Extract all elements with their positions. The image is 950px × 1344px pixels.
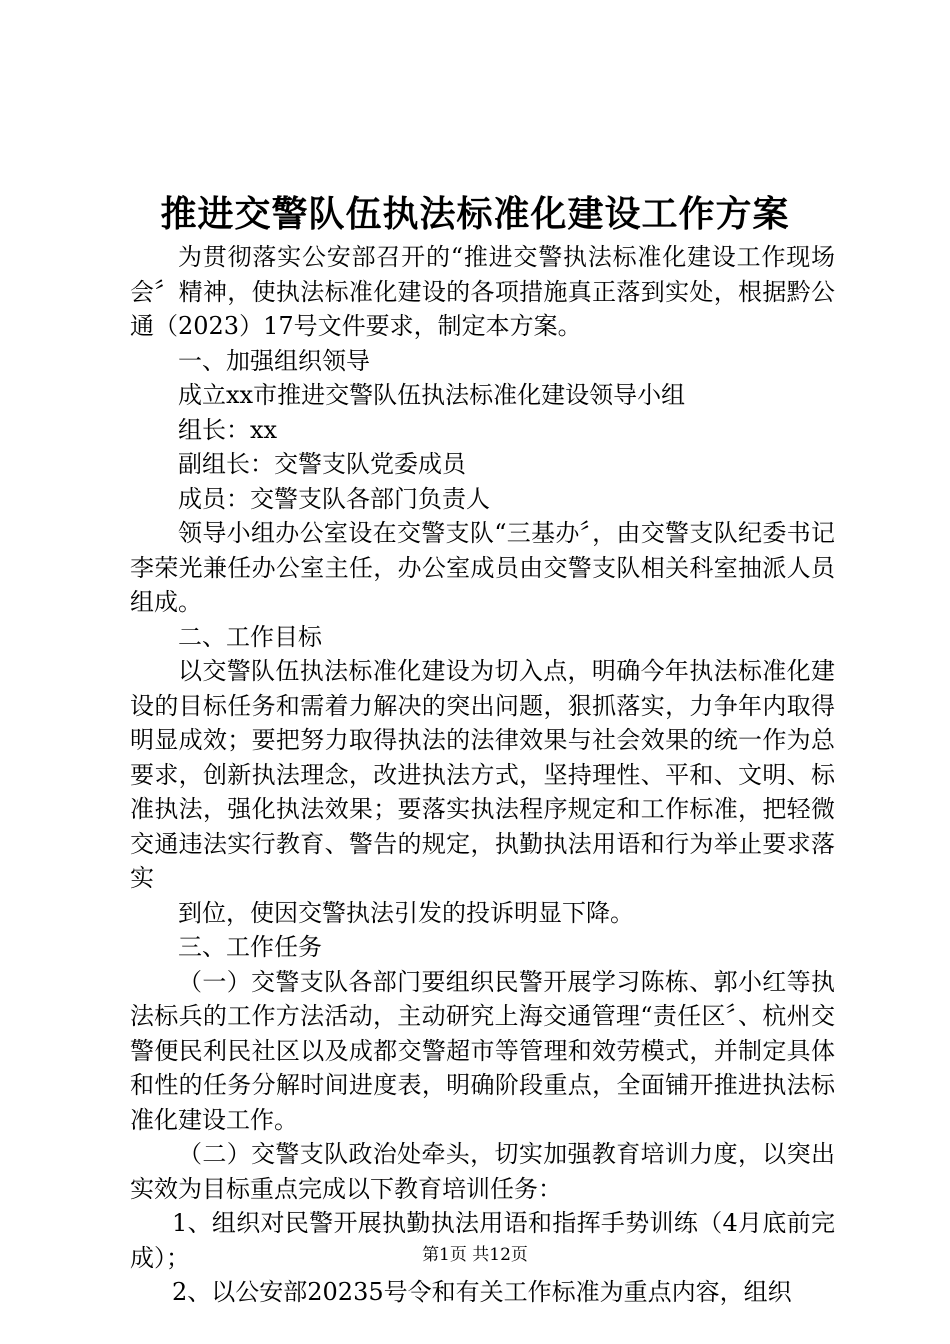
paragraph-task-2: （二）交警支队政治处牵头，切实加强教育培训力度，以突出实效为目标重点完成以下教育培训任务： — [130, 1140, 835, 1203]
paragraph-goals-continued: 到位，使因交警执法引发的投诉明显下降。 — [178, 898, 634, 927]
paragraph-group-leader: 组长：xx — [178, 415, 278, 444]
document-body — [130, 240, 835, 1310]
paragraph-office: 领导小组办公室设在交警支队“三基办〞，由交警支队纪委书记李荣光兼任办公室主任，办公室成员由交警支队相关科室抽派人员组成。 — [130, 519, 835, 616]
section-heading-2: 二、工作目标 — [178, 622, 322, 651]
paragraph-goals: 以交警队伍执法标准化建设为切入点，明确今年执法标准化建设的目标任务和需着力解决的突出问题，狠抓落实，力争年内取得明显成效；要把努力取得执法的法律效果与社会效果的统一作为总要求，创新执法理念，改进执法方式，坚持理性、平和、文明、标准执法，强化执法效果；要落实执法程序规定和工作标准，把轻微交通违法实行教育、警告的规定，执勤执法用语和行为举止要求落实 — [130, 657, 835, 892]
list-item-1: 1、组织对民警开展执勤执法用语和指挥手势训练（4月底前完成）； — [130, 1209, 835, 1272]
paragraph-intro: 为贯彻落实公安部召开的“推进交警执法标准化建设工作现场会〞精神，使执法标准化建设的各项措施真正落到实处，根据黔公通（2023）17号文件要求，制定本方案。 — [130, 243, 835, 340]
paragraph-members: 成员：交警支队各部门负责人 — [178, 484, 490, 513]
section-heading-3: 三、工作任务 — [178, 933, 322, 961]
section-heading-1: 一、加强组织领导 — [178, 346, 370, 375]
paragraph-deputy-leader: 副组长：交警支队党委成员 — [178, 450, 466, 478]
page-number-footer: 第1页 共12页 — [422, 1245, 528, 1265]
list-item-2: 2、以公安部20235号令和有关工作标准为重点内容，组织 — [172, 1278, 792, 1306]
paragraph-task-1: （一）交警支队各部门要组织民警开展学习陈栋、郭小红等执法标兵的工作方法活动，主动研究上海交通管理“责任区〞、杭州交警便民利民社区以及成都交警超市等管理和效劳模式，并制定具体和性的任务分解时间进度表，明确阶段重点，全面铺开推进执法标准化建设工作。 — [130, 967, 835, 1134]
document-title: 推进交警队伍执法标准化建设工作方案 — [160, 193, 790, 235]
paragraph-leading-group: 成立xx市推进交警队伍执法标准化建设领导小组 — [178, 381, 686, 409]
